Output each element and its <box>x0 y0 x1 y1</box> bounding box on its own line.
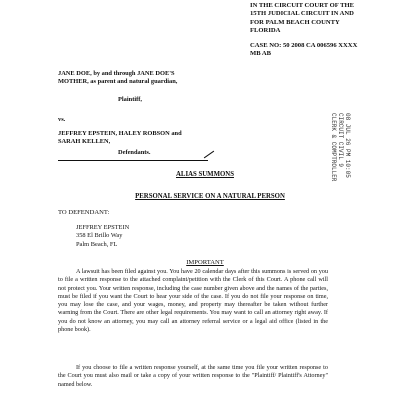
court-header <box>250 2 400 36</box>
personal-service-title: PERSONAL SERVICE ON A NATURAL PERSON <box>135 193 285 200</box>
stamp-line-1: 08 JUL 26 PM 10:05 <box>344 113 351 178</box>
stamp-line-2: CIRCUIT CIVIL 9 <box>336 113 344 168</box>
caption-rule-slash <box>204 151 214 159</box>
notice-paragraph-1: A lawsuit has been filed against you. You have 20 calendar days after this summons is served on you to file a written response to the attached complaint/petition with the Clerk of this Court. A phone call will not protect you. Your written response, including the case number given above and the names of the parties, must be filed if you want the Court to hear your side of the case. If you do not file your response on time, you may lose the case, and your wages, money, and property may thereafter be taken without further warning from the Court. There are other legal requirements. You may want to call an attorney right away. If you do not know an attorney, you may call an attorney referral service or a legal aid office (listed in the phone book). <box>58 268 328 334</box>
caption-rule <box>58 160 208 161</box>
case-number <box>250 42 400 59</box>
versus-label: vs. <box>58 116 66 123</box>
plaintiff-line-2: MOTHER, as parent and natural guardian, <box>58 78 178 86</box>
address-name: JEFFREY EPSTEIN <box>76 224 130 231</box>
stamp-line-3: CLERK & COMPTROLLER <box>329 113 337 182</box>
notice-paragraph-2: If you choose to file a written response yourself, at the same time you file your written response to the Court you must also mail or take a copy of your written response to the "Plaintiff/ Plaintiff's Attorney" named below. <box>58 364 328 388</box>
defendants-label: Defendants. <box>118 149 151 156</box>
plaintiff-line-1: JANE DOE, by and through JANE DOE'S <box>58 70 175 77</box>
important-heading: IMPORTANT <box>186 259 224 266</box>
case-number-line-2: MB AB <box>250 50 272 58</box>
address-city: Palm Beach, FL <box>76 240 118 248</box>
defendant-address <box>76 224 129 249</box>
address-street: 358 El Brillo Way <box>76 232 123 240</box>
defendants-line-1: JEFFREY EPSTEIN, HALEY ROBSON and <box>58 130 182 137</box>
court-line-1: IN THE CIRCUIT COURT OF THE <box>250 2 355 9</box>
court-line-3: FOR PALM BEACH COUNTY <box>250 18 340 26</box>
plaintiff-label: Plaintiff, <box>118 96 142 103</box>
court-line-2: 15TH JUDICIAL CIRCUIT IN AND <box>250 10 354 18</box>
clerk-filing-stamp <box>289 113 351 182</box>
defendants-line-2: SARAH KELLEN, <box>58 138 111 146</box>
court-line-4: FLORIDA <box>250 27 281 35</box>
defendants-caption <box>58 130 228 146</box>
to-defendant-label: TO DEFENDANT: <box>58 209 110 216</box>
plaintiff-caption <box>58 70 218 86</box>
case-number-line-1: CASE NO: 50 2008 CA 006596 XXXX <box>250 42 358 49</box>
alias-summons-title: ALIAS SUMMONS <box>176 171 234 178</box>
